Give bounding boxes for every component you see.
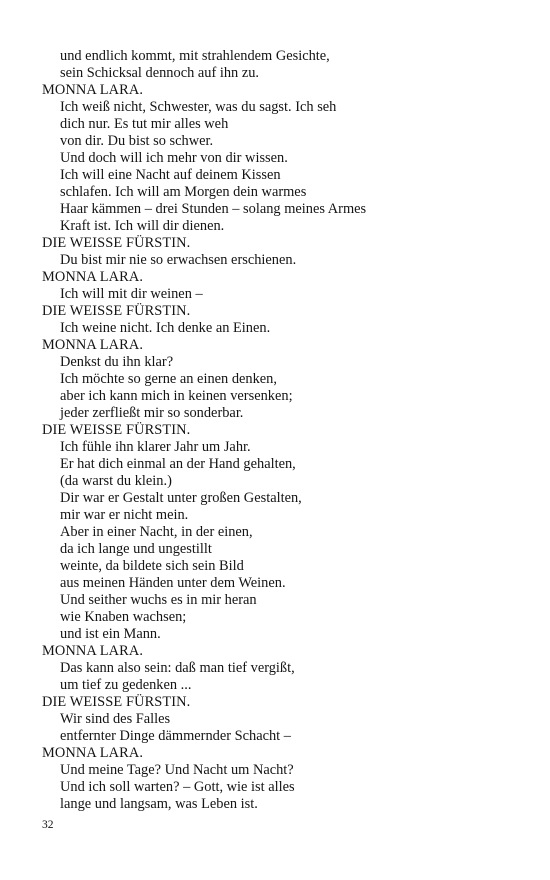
verse-line: Ich weiß nicht, Schwester, was du sagst. Ich seh bbox=[60, 99, 337, 115]
speaker-name: DIE WEISSE FÜRSTIN. bbox=[42, 303, 191, 319]
verse-line: (da warst du klein.) bbox=[60, 473, 172, 489]
page-number: 32 bbox=[42, 819, 54, 831]
verse-line: lange und langsam, was Leben ist. bbox=[60, 796, 258, 812]
verse-line: da ich lange und ungestillt bbox=[60, 541, 212, 557]
verse-line: Kraft ist. Ich will dir dienen. bbox=[60, 218, 225, 234]
verse-line: Und ich soll warten? – Gott, wie ist alles bbox=[60, 779, 295, 795]
speaker-name: MONNA LARA. bbox=[42, 643, 144, 659]
verse-line: Und meine Tage? Und Nacht um Nacht? bbox=[60, 762, 294, 778]
verse-line: Du bist mir nie so erwachsen erschienen. bbox=[60, 252, 297, 268]
speaker-name: MONNA LARA. bbox=[42, 82, 144, 98]
verse-line: Aber in einer Nacht, in der einen, bbox=[60, 524, 253, 540]
verse-line: wie Knaben wachsen; bbox=[60, 609, 187, 625]
verse-line: jeder zerfließt mir so sonderbar. bbox=[60, 405, 244, 421]
verse-line: aber ich kann mich in keinen versenken; bbox=[60, 388, 293, 404]
verse-line: mir war er nicht mein. bbox=[60, 507, 189, 523]
verse-line: und endlich kommt, mit strahlendem Gesichte, bbox=[60, 48, 330, 64]
verse-line: Ich möchte so gerne an einen denken, bbox=[60, 371, 277, 387]
verse-line: Denkst du ihn klar? bbox=[60, 354, 174, 370]
verse-line: Er hat dich einmal an der Hand gehalten, bbox=[60, 456, 296, 472]
verse-line: um tief zu gedenken ... bbox=[60, 677, 192, 693]
verse-line: Dir war er Gestalt unter großen Gestalten, bbox=[60, 490, 302, 506]
speaker-name: MONNA LARA. bbox=[42, 337, 144, 353]
verse-line: sein Schicksal dennoch auf ihn zu. bbox=[60, 65, 260, 81]
verse-line: Ich weine nicht. Ich denke an Einen. bbox=[60, 320, 271, 336]
speaker-name: DIE WEISSE FÜRSTIN. bbox=[42, 235, 191, 251]
verse-line: Haar kämmen – drei Stunden – solang meines Armes bbox=[60, 201, 367, 217]
verse-line: Ich will eine Nacht auf deinem Kissen bbox=[60, 167, 281, 183]
verse-line: aus meinen Händen unter dem Weinen. bbox=[60, 575, 286, 591]
speaker-name: MONNA LARA. bbox=[42, 269, 144, 285]
speaker-name: DIE WEISSE FÜRSTIN. bbox=[42, 694, 191, 710]
verse-line: Und seither wuchs es in mir heran bbox=[60, 592, 257, 608]
verse-line: Ich fühle ihn klarer Jahr um Jahr. bbox=[60, 439, 251, 455]
verse-line: entfernter Dinge dämmernder Schacht – bbox=[60, 728, 291, 744]
verse-line: Wir sind des Falles bbox=[60, 711, 171, 727]
verse-line: von dir. Du bist so schwer. bbox=[60, 133, 214, 149]
verse-line: Ich will mit dir weinen – bbox=[60, 286, 203, 302]
verse-line: dich nur. Es tut mir alles weh bbox=[60, 116, 229, 132]
speaker-name: DIE WEISSE FÜRSTIN. bbox=[42, 422, 191, 438]
verse-line: weinte, da bildete sich sein Bild bbox=[60, 558, 244, 574]
verse-line: Und doch will ich mehr von dir wissen. bbox=[60, 150, 288, 166]
verse-line: und ist ein Mann. bbox=[60, 626, 161, 642]
dialogue-text bbox=[42, 48, 532, 813]
verse-line: Das kann also sein: daß man tief vergißt, bbox=[60, 660, 295, 676]
verse-line: schlafen. Ich will am Morgen dein warmes bbox=[60, 184, 307, 200]
speaker-name: MONNA LARA. bbox=[42, 745, 144, 761]
